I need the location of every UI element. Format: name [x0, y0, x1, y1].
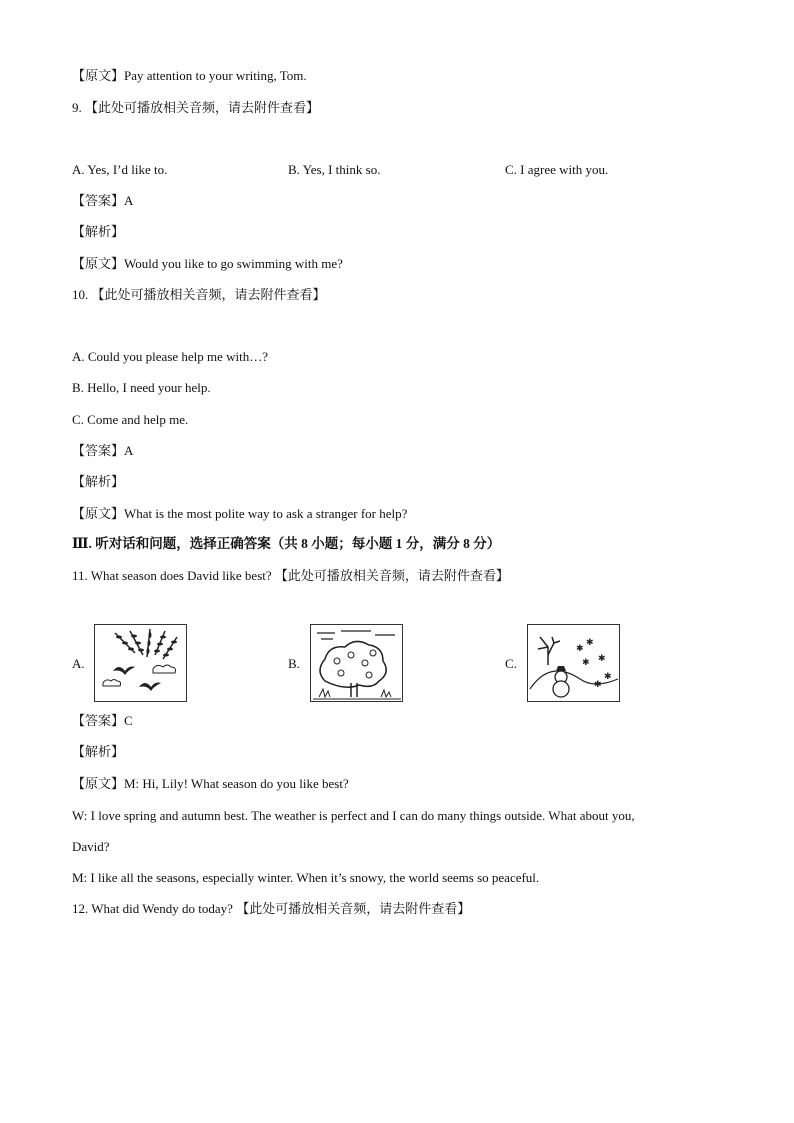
- q11-option-a-label: A.: [72, 656, 85, 671]
- q11-option-b-label: B.: [288, 656, 300, 671]
- question-9-audio: 9. 【此处可播放相关音频，请去附件查看】: [72, 100, 320, 115]
- q11-image-autumn: [310, 624, 403, 702]
- svg-text:✱: ✱: [582, 658, 590, 668]
- section-heading: Ⅲ. 听对话和问题，选择正确答案（共 8 小题；每小题 1 分，满分 8 分）: [72, 536, 501, 551]
- q10-option-c: C. Come and help me.: [72, 412, 189, 427]
- q11-image-winter: [527, 624, 620, 702]
- svg-text:✱: ✱: [576, 644, 584, 654]
- q9-option-b: B. Yes, I think so.: [288, 162, 381, 177]
- analysis-label: 【解析】: [72, 474, 125, 489]
- svg-text:✱: ✱: [594, 680, 602, 690]
- q11-option-c-label: C.: [505, 656, 517, 671]
- question-11-audio: 11. What season does David like best? 【此处可播放相关音频，请去附件查看】: [72, 568, 509, 583]
- transcript-line: W: I love spring and autumn best. The weather is perfect and I can do many things outside. What about you,: [72, 808, 635, 823]
- q10-option-b: B. Hello, I need your help.: [72, 380, 211, 395]
- answer-label: 【答案】A: [72, 193, 134, 208]
- analysis-label: 【解析】: [72, 224, 125, 239]
- answer-label: 【答案】C: [72, 713, 133, 728]
- q11-image-spring: [94, 624, 187, 702]
- transcript-line: David?: [72, 839, 110, 854]
- svg-text:✱: ✱: [598, 654, 606, 664]
- transcript-line: 【原文】M: Hi, Lily! What season do you like best?: [72, 776, 349, 791]
- transcript-line: 【原文】Pay attention to your writing, Tom.: [72, 68, 307, 83]
- question-12-audio: 12. What did Wendy do today? 【此处可播放相关音频，请去附件查看】: [72, 901, 471, 916]
- question-10-audio: 10. 【此处可播放相关音频，请去附件查看】: [72, 287, 326, 302]
- svg-text:✱: ✱: [604, 672, 612, 682]
- analysis-label: 【解析】: [72, 744, 125, 759]
- q9-option-a: A. Yes, I’d like to.: [72, 162, 168, 177]
- answer-label: 【答案】A: [72, 443, 134, 458]
- q10-option-a: A. Could you please help me with…?: [72, 349, 269, 364]
- svg-text:✱: ✱: [586, 638, 594, 648]
- transcript-line: M: I like all the seasons, especially winter. When it’s snowy, the world seems so peaceful.: [72, 870, 540, 885]
- transcript-line: 【原文】Would you like to go swimming with me?: [72, 256, 343, 271]
- transcript-line: 【原文】What is the most polite way to ask a stranger for help?: [72, 506, 408, 521]
- q9-option-c: C. I agree with you.: [505, 162, 609, 177]
